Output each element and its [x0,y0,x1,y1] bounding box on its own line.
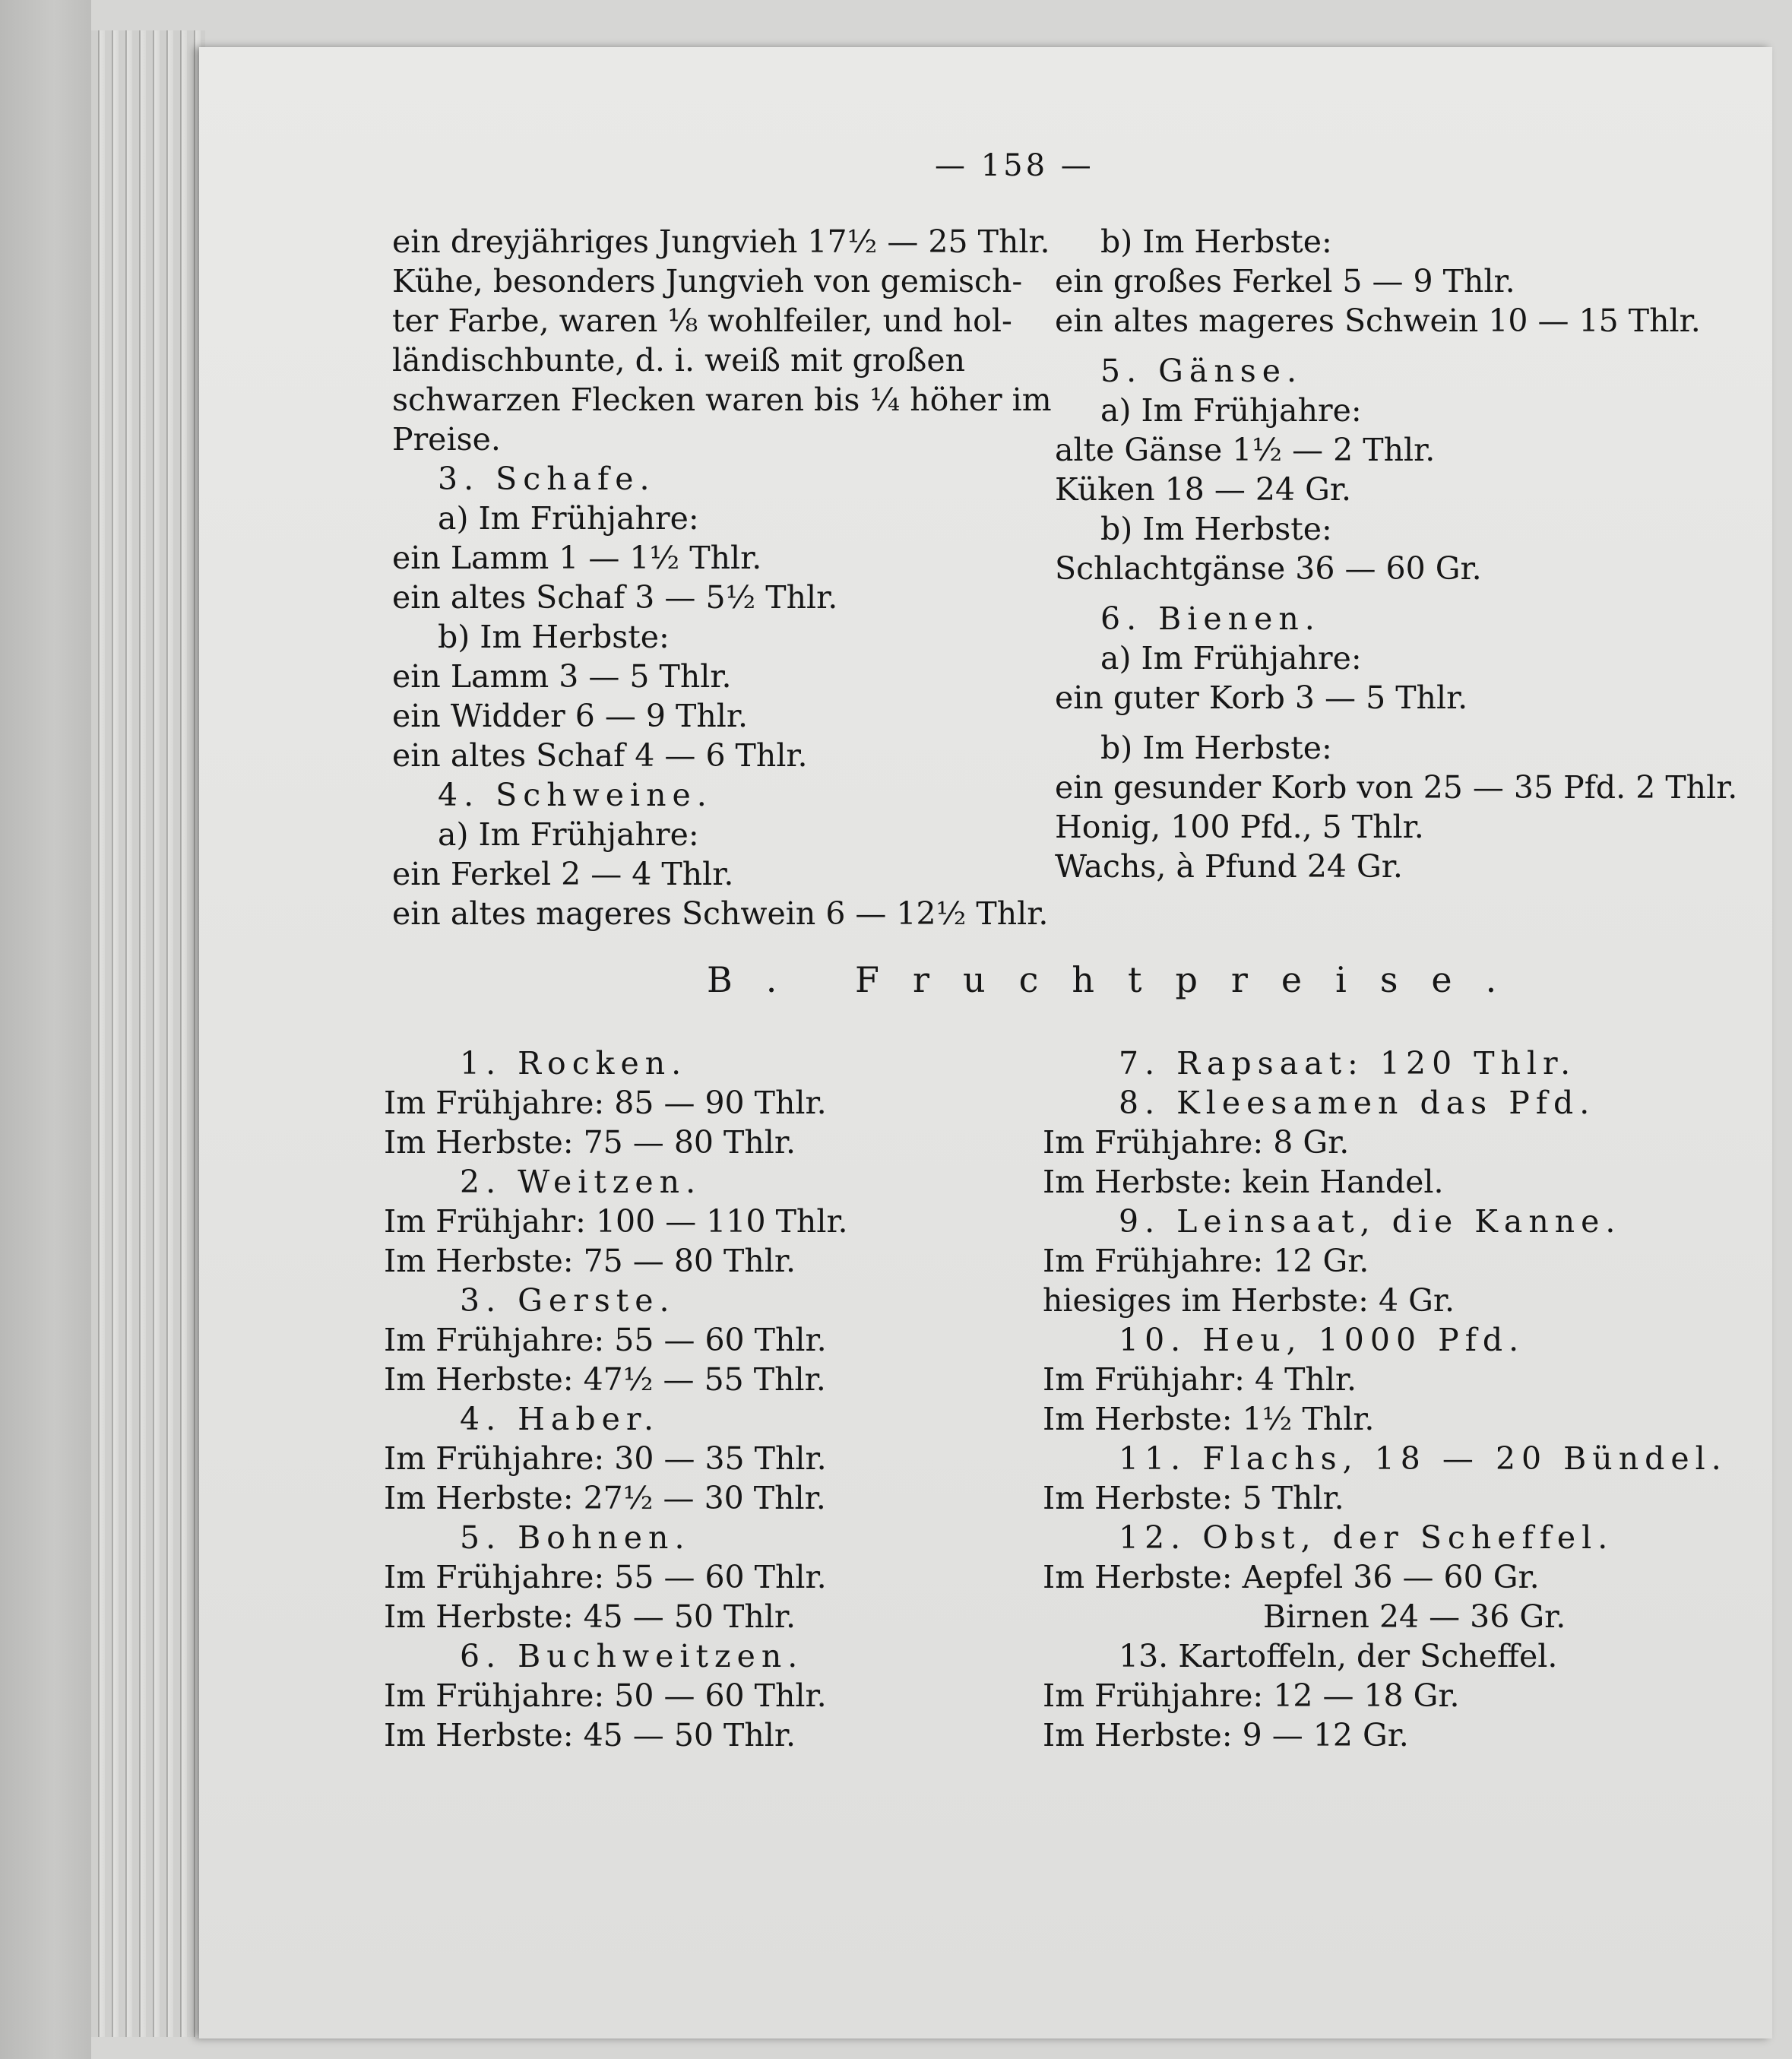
text-line: a) Im Frühjahre: [1100,640,1362,676]
text-line: ter Farbe, waren ⅛ wohlfeiler, und hol- [392,303,1012,339]
text-line: Im Herbste: 9 — 12 Gr. [1043,1717,1409,1753]
page-number: — 158 — [935,148,1094,183]
subheading: 2. Weitzen. [460,1164,702,1200]
text-line: Im Frühjahr: 100 — 110 Thlr. [384,1203,848,1240]
text-line: b) Im Herbste: [1100,730,1332,766]
text-line: a) Im Frühjahre: [1100,392,1362,429]
text-line: Preise. [392,421,501,458]
subheading: 5. Gänse. [1100,353,1303,389]
subheading: 4. Schweine. [438,777,713,813]
column-left-bottom [384,1044,848,1755]
text-line: Im Herbste: 5 Thlr. [1043,1480,1344,1516]
text-line: Im Herbste: 75 — 80 Thlr. [384,1124,796,1161]
text-line: Im Herbste: 1½ Thlr. [1043,1401,1375,1437]
text-line: hiesiges im Herbste: 4 Gr. [1043,1282,1455,1319]
subheading: 4. Haber. [460,1401,660,1437]
subheading: 6. Bienen. [1100,600,1321,637]
text-line: schwarzen Flecken waren bis ¼ höher im [392,382,1052,418]
text-line: ein dreyjähriges Jungvieh 17½ — 25 Thlr. [392,223,1050,260]
subheading: 3. Gerste. [460,1282,676,1319]
text-line: Birnen 24 — 36 Gr. [1263,1598,1566,1635]
text-line: Honig, 100 Pfd., 5 Thlr. [1055,809,1424,845]
subheading: 7. Rapsaat: 120 Thlr. [1119,1045,1577,1082]
text-line: ein altes mageres Schwein 6 — 12½ Thlr. [392,895,1049,932]
text-line: ein altes Schaf 3 — 5½ Thlr. [392,579,838,616]
subheading: 9. Leinsaat, die Kanne. [1119,1203,1622,1240]
text-line: ländischbunte, d. i. weiß mit großen [392,342,966,379]
text-line: Im Frühjahre: 85 — 90 Thlr. [384,1085,827,1121]
text-line: Im Frühjahre: 12 Gr. [1043,1243,1369,1279]
text-line: a) Im Frühjahre: [438,816,699,853]
text-line: Im Herbste: 45 — 50 Thlr. [384,1717,796,1753]
text-line: Im Frühjahre: 50 — 60 Thlr. [384,1677,827,1714]
text-line: Im Frühjahr: 4 Thlr. [1043,1361,1357,1398]
column-right-top [1055,222,1737,886]
text-line: ein gesunder Korb von 25 — 35 Pfd. 2 Thlr. [1055,769,1738,806]
column-right-bottom [1043,1044,1727,1755]
text-line: Im Frühjahre: 12 — 18 Gr. [1043,1677,1460,1714]
column-left-top [392,222,1052,933]
subheading: 8. Kleesamen das Pfd. [1119,1085,1596,1121]
subheading: 13. Kartoffeln, der Scheffel. [1119,1638,1558,1674]
text-line: ein großes Ferkel 5 — 9 Thlr. [1055,263,1515,299]
text-line: b) Im Herbste: [438,619,670,655]
text-line: Im Frühjahre: 55 — 60 Thlr. [384,1322,827,1358]
text-line: Im Herbste: Aepfel 36 — 60 Gr. [1043,1559,1540,1595]
text-line: ein Ferkel 2 — 4 Thlr. [392,856,734,892]
text-line: Im Frühjahre: 30 — 35 Thlr. [384,1440,827,1477]
subheading: 3. Schafe. [438,461,656,497]
text-line: Im Frühjahre: 8 Gr. [1043,1124,1350,1161]
subheading: 1. Rocken. [460,1045,688,1082]
text-line: alte Gänse 1½ — 2 Thlr. [1055,432,1436,468]
text-line: ein Lamm 1 — 1½ Thlr. [392,540,762,576]
text-line: a) Im Frühjahre: [438,500,699,537]
text-line: Im Herbste: kein Handel. [1043,1164,1444,1200]
subheading: 11. Flachs, 18 — 20 Bündel. [1119,1440,1727,1477]
text-line: Kühe, besonders Jungvieh von gemisch- [392,263,1023,299]
text-line: Im Herbste: 47½ — 55 Thlr. [384,1361,826,1398]
subheading: 5. Bohnen. [460,1519,691,1556]
text-line: ein Lamm 3 — 5 Thlr. [392,658,732,695]
text-line: Küken 18 — 24 Gr. [1055,471,1352,508]
subheading: 12. Obst, der Scheffel. [1119,1519,1614,1556]
text-line: Wachs, à Pfund 24 Gr. [1055,848,1403,885]
text-line: ein guter Korb 3 — 5 Thlr. [1055,679,1468,716]
text-line: Im Herbste: 27½ — 30 Thlr. [384,1480,826,1516]
text-line: b) Im Herbste: [1100,223,1332,260]
text-line: ein altes mageres Schwein 10 — 15 Thlr. [1055,303,1701,339]
text-line: Schlachtgänse 36 — 60 Gr. [1055,550,1482,587]
text-line: Im Herbste: 45 — 50 Thlr. [384,1598,796,1635]
subheading: 6. Buchweitzen. [460,1638,804,1674]
section-heading: B. Fruchtpreise. [707,959,1531,1000]
text-line: ein Widder 6 — 9 Thlr. [392,698,748,734]
text-line: b) Im Herbste: [1100,511,1332,547]
text-line: Im Frühjahre: 55 — 60 Thlr. [384,1559,827,1595]
text-line: Im Herbste: 75 — 80 Thlr. [384,1243,796,1279]
text-line: ein altes Schaf 4 — 6 Thlr. [392,737,808,774]
subheading: 10. Heu, 1000 Pfd. [1119,1322,1525,1358]
